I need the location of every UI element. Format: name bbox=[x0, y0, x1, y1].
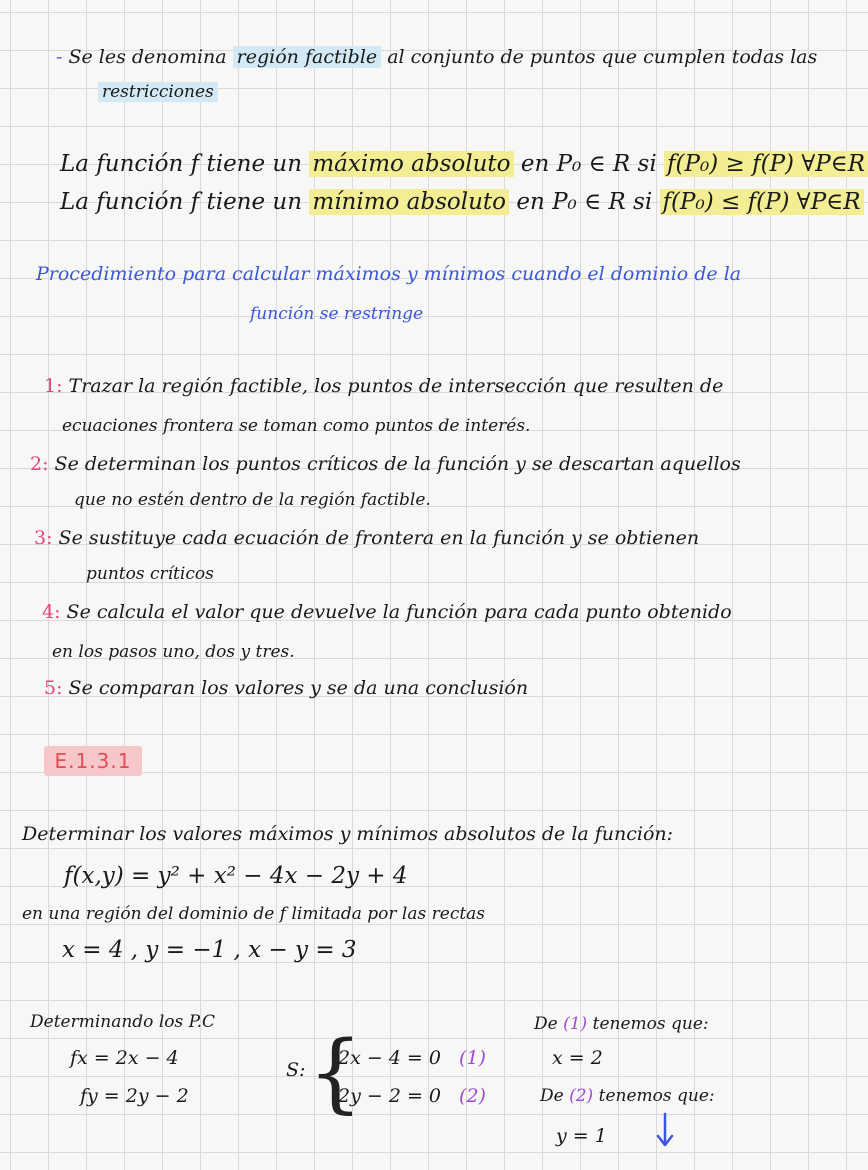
def-min bbox=[60, 188, 864, 216]
step-2 bbox=[30, 452, 741, 476]
step-1 bbox=[44, 374, 723, 398]
step-4-num: 4: bbox=[42, 601, 61, 623]
intro-line-1 bbox=[56, 45, 817, 69]
from-2-tag: (2) bbox=[569, 1086, 594, 1106]
def-max-highlight: máximo absoluto bbox=[309, 151, 513, 177]
from-2-pre: De bbox=[540, 1086, 564, 1106]
procedure-title-line-1: Procedimiento para calcular máximos y mínimos cuando el dominio de la bbox=[36, 263, 742, 285]
from-2 bbox=[540, 1084, 715, 1108]
x-value: x = 2 bbox=[552, 1047, 603, 1069]
from-1-pre: De bbox=[534, 1014, 558, 1034]
def-min-pre: La función f tiene un bbox=[60, 189, 303, 215]
def-max-condition: f(P₀) ≥ f(P) ∀P∈R bbox=[664, 151, 868, 177]
step-5-line1: Se comparan los valores y se da una conclusión bbox=[68, 677, 529, 699]
pc-fx: fx = 2x − 4 bbox=[70, 1047, 179, 1069]
step-1-num: 1: bbox=[44, 375, 63, 397]
system-eq2 bbox=[338, 1084, 486, 1108]
def-max-post: en P₀ ∈ R si bbox=[520, 151, 657, 177]
example-badge: E.1.3.1 bbox=[44, 746, 142, 776]
pc-fy: fy = 2y − 2 bbox=[80, 1085, 189, 1107]
from-2-post: tenemos que: bbox=[598, 1086, 715, 1106]
procedure-title-line-2: función se restringe bbox=[250, 304, 424, 324]
example-function: f(x,y) = y² + x² − 4x − 2y + 4 bbox=[64, 863, 408, 889]
brace-icon: { bbox=[308, 1023, 363, 1123]
from-1-tag: (1) bbox=[563, 1014, 588, 1034]
step-2-line2: que no estén dentro de la región factible. bbox=[74, 490, 431, 510]
pc-title: Determinando los P.C bbox=[30, 1012, 216, 1032]
def-min-post: en P₀ ∈ R si bbox=[516, 189, 653, 215]
def-min-condition: f(P₀) ≤ f(P) ∀P∈R bbox=[660, 189, 864, 215]
example-lines: x = 4 , y = −1 , x − y = 3 bbox=[62, 937, 357, 963]
arrow-down-icon bbox=[654, 1112, 676, 1148]
system-eq1 bbox=[338, 1046, 486, 1070]
step-4-line2: en los pasos uno, dos y tres. bbox=[52, 642, 295, 662]
example-region: en una región del dominio de f limitada por las rectas bbox=[22, 904, 486, 924]
def-max bbox=[60, 150, 868, 178]
eq2-text: 2y − 2 = 0 bbox=[338, 1085, 441, 1107]
def-min-highlight: mínimo absoluto bbox=[309, 189, 509, 215]
intro-line2: restricciones bbox=[98, 82, 218, 102]
def-max-pre: La función f tiene un bbox=[60, 151, 303, 177]
system-label: S: bbox=[286, 1059, 306, 1081]
step-1-line2: ecuaciones frontera se toman como puntos de interés. bbox=[62, 416, 531, 436]
intro-pre: Se les denomina bbox=[68, 46, 227, 68]
step-3 bbox=[34, 526, 699, 550]
step-2-line1: Se determinan los puntos críticos de la función y se descartan aquellos bbox=[54, 453, 741, 475]
step-5 bbox=[44, 676, 528, 700]
step-3-line2: puntos críticos bbox=[86, 564, 214, 584]
eq1-tag: (1) bbox=[459, 1047, 486, 1069]
intro-highlight: región factible bbox=[233, 46, 381, 68]
step-4-line1: Se calcula el valor que devuelve la función para cada punto obtenido bbox=[66, 601, 732, 623]
from-1-post: tenemos que: bbox=[592, 1014, 709, 1034]
from-1 bbox=[534, 1012, 709, 1036]
intro-line-2 bbox=[98, 80, 218, 104]
y-value: y = 1 bbox=[556, 1125, 607, 1147]
intro-dash: - bbox=[56, 46, 63, 68]
eq1-text: 2x − 4 = 0 bbox=[338, 1047, 441, 1069]
step-2-num: 2: bbox=[30, 453, 49, 475]
step-1-line1: Trazar la región factible, los puntos de intersección que resulten de bbox=[68, 375, 724, 397]
eq2-tag: (2) bbox=[459, 1085, 486, 1107]
step-3-num: 3: bbox=[34, 527, 53, 549]
intro-post: al conjunto de puntos que cumplen todas las bbox=[387, 46, 818, 68]
step-3-line1: Se sustituye cada ecuación de frontera en la función y se obtienen bbox=[58, 527, 700, 549]
step-5-num: 5: bbox=[44, 677, 63, 699]
step-4 bbox=[42, 600, 732, 624]
example-statement: Determinar los valores máximos y mínimos absolutos de la función: bbox=[22, 823, 674, 845]
